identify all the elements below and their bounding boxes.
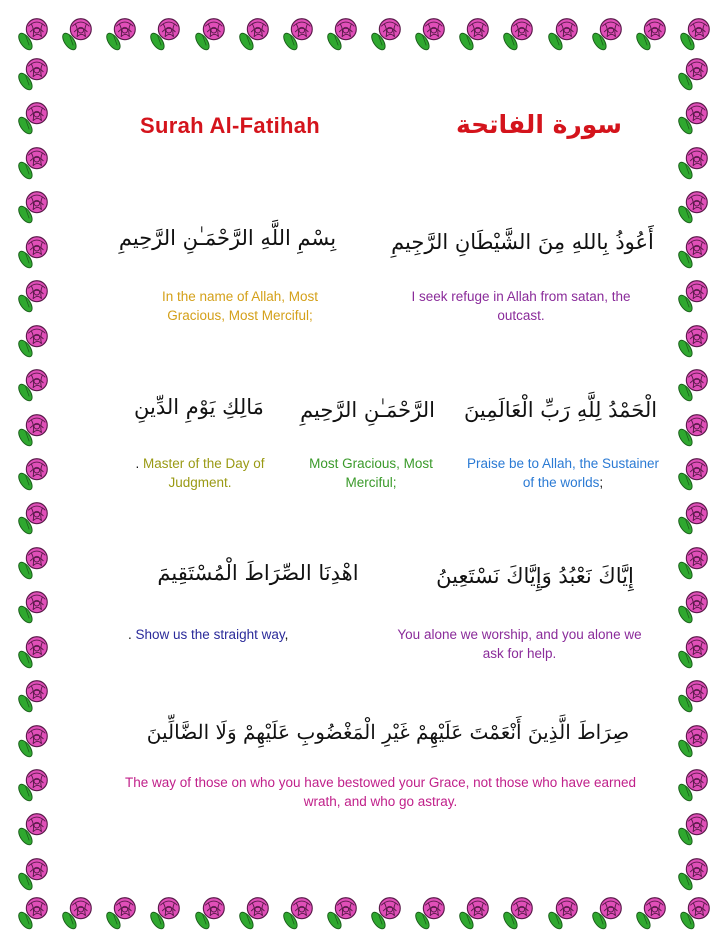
title-arabic: سورة الفاتحة (455, 110, 622, 139)
verse-ihdina-translation (128, 625, 348, 644)
verse-iyyaka-translation: You alone we worship, and you alone we ask for help. (397, 627, 642, 661)
verse-iyyaka-arabic: إِيَّاكَ نَعْبُدُ وَإِيَّاكَ نَسْتَعِينُ (436, 564, 634, 588)
verse-rahman-translation: Most Gracious, Most Merciful; (309, 456, 433, 490)
verse-bismillah-translation: In the name of Allah, Most Gracious, Most Merciful; (161, 289, 319, 323)
verse-hamd-suffix: ; (599, 475, 604, 490)
verse-maliki-translation (110, 454, 290, 492)
verse-ihdina-suffix: , (284, 627, 289, 642)
verse-sirat-translation: The way of those on who you have bestowed your Grace, not those who have earned wrath, and who go astray. (124, 775, 637, 809)
verse-sirat-arabic: صِرَاطَ الَّذِينَ أَنْعَمْتَ عَلَيْهِمْ غَيْرِ الْمَغْضُوبِ عَلَيْهِمْ وَلَا الضَّالِّينَ (146, 720, 630, 744)
verse-hamd-text: Praise be to Allah, the Sustainer of the worlds (466, 456, 660, 490)
verse-ihdina-arabic: اهْدِنَا الصِّرَاطَ الْمُسْتَقِيمَ (157, 561, 359, 585)
verse-hamd-translation (462, 454, 664, 492)
verse-maliki-prefix: . (135, 456, 143, 471)
verse-ihdina-text: Show us the straight way (135, 627, 285, 642)
verse-hamd-arabic: الْحَمْدُ لِلَّهِ رَبِّ الْعَالَمِينَ (463, 398, 658, 422)
verse-maliki-text: Master of the Day of Judgment. (142, 456, 265, 490)
verse-rahman-arabic: الرَّحْمَـٰنِ الرَّحِيمِ (300, 398, 435, 422)
verse-maliki-arabic: مَالِكِ يَوْمِ الدِّينِ (134, 395, 264, 419)
title-english: Surah Al-Fatihah (140, 113, 320, 138)
verse-ihdina-prefix: . (128, 627, 136, 642)
verse-bismillah-arabic: بِسْمِ اللَّهِ الرَّحْمَـٰنِ الرَّحِيمِ (118, 226, 337, 250)
verse-isti-adha-arabic: أَعُوذُ بِاللهِ مِنَ الشَّيْطَانِ الرَّجِيمِ (391, 230, 654, 254)
verse-isti-adha-translation: I seek refuge in Allah from satan, the outcast. (411, 289, 631, 323)
